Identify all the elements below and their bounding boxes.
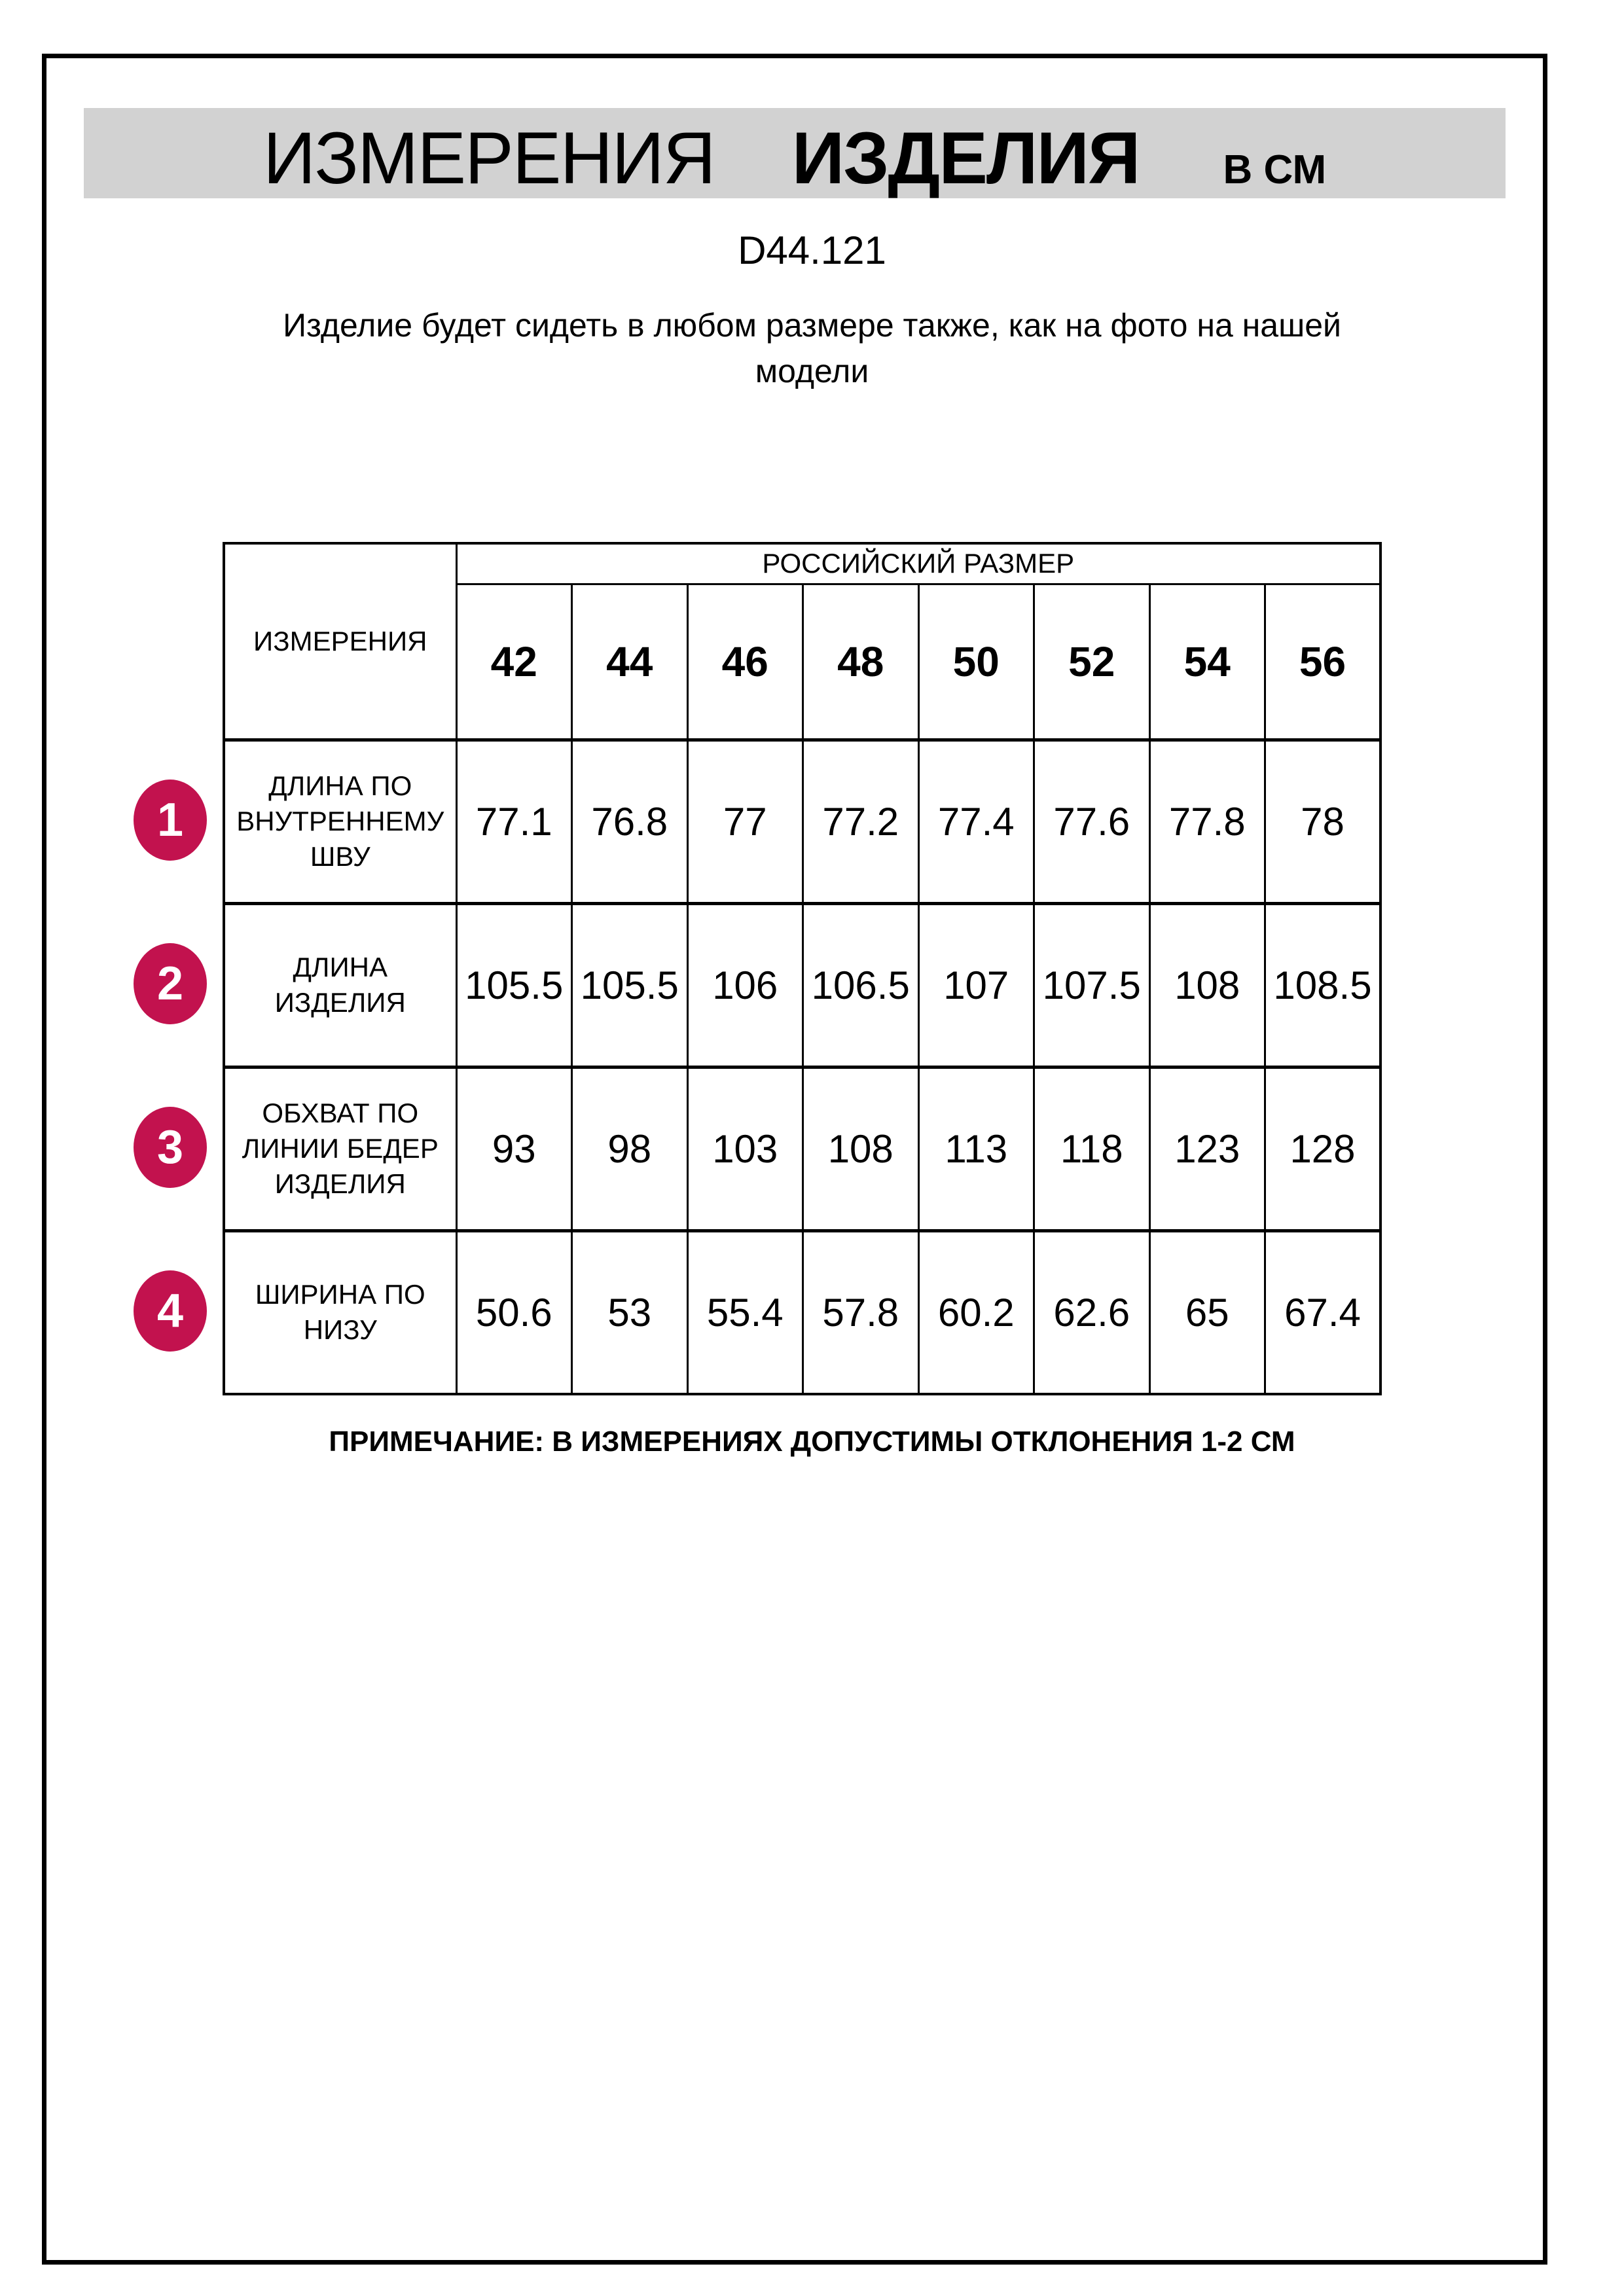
value-cell: 108 [1149,903,1265,1067]
value-cell: 106.5 [803,903,919,1067]
measurement-row-hip-girth [224,1067,1380,1230]
value-cell: 62.6 [1034,1230,1150,1394]
value-cell: 107.5 [1034,903,1150,1067]
size-column-header-54: 54 [1149,584,1265,740]
title-band [84,108,1506,198]
size-group-header: РОССИЙСКИЙ РАЗМЕР [456,543,1380,584]
value-cell: 128 [1265,1067,1381,1230]
value-cell: 78 [1265,740,1381,903]
value-cell: 105.5 [572,903,688,1067]
size-column-header-48: 48 [803,584,919,740]
title-unit-label: В СМ [1223,147,1327,192]
value-cell: 57.8 [803,1230,919,1394]
title-product-word: ИЗДЕЛИЯ [791,117,1140,199]
badge-3-number: 3 [156,1121,184,1174]
value-cell: 77.6 [1034,740,1150,903]
fit-description: Изделие будет сидеть в любом размере также, как на фото на нашей модели [283,307,1341,389]
row-number-badge-2 [134,943,207,1024]
row-number-badge-3 [134,1107,207,1188]
title-measurements-word: ИЗМЕРЕНИЯ [262,117,715,199]
measurement-row-bottom-width [224,1230,1380,1394]
value-cell: 98 [572,1067,688,1230]
value-cell: 77.4 [918,740,1034,903]
row-label-cell: ДЛИНА ПО ВНУТРЕННЕМУ ШВУ [224,740,456,903]
value-cell: 65 [1149,1230,1265,1394]
value-cell: 123 [1149,1067,1265,1230]
row-number-badge-4 [134,1270,207,1352]
measurement-row-inseam-length [224,740,1380,903]
group-header-row [224,543,1380,584]
page-title [263,108,1326,215]
value-cell: 77.8 [1149,740,1265,903]
value-cell: 118 [1034,1067,1150,1230]
value-cell: 53 [572,1230,688,1394]
value-cell: 76.8 [572,740,688,903]
row-label-cell: ОБХВАТ ПО ЛИНИИ БЕДЕР ИЗДЕЛИЯ [224,1067,456,1230]
value-cell: 105.5 [456,903,572,1067]
value-cell: 50.6 [456,1230,572,1394]
value-cell: 77.2 [803,740,919,903]
size-column-header-44: 44 [572,584,688,740]
size-table-container [156,542,1382,1395]
size-column-header-50: 50 [918,584,1034,740]
size-column-header-52: 52 [1034,584,1150,740]
size-column-header-56: 56 [1265,584,1381,740]
row-number-badge-1 [134,780,207,861]
value-cell: 60.2 [918,1230,1034,1394]
badge-2-number: 2 [156,958,184,1010]
measurement-row-garment-length [224,903,1380,1067]
row-label-cell: ДЛИНА ИЗДЕЛИЯ [224,903,456,1067]
badge-4-number: 4 [156,1285,184,1337]
value-cell: 108.5 [1265,903,1381,1067]
corner-header-cell: ИЗМЕРЕНИЯ [224,543,456,740]
tolerance-note: ПРИМЕЧАНИЕ: В ИЗМЕРЕНИЯХ ДОПУСТИМЫ ОТКЛОНЕНИЯ 1-2 СМ [329,1426,1295,1458]
value-cell: 55.4 [687,1230,803,1394]
value-cell: 103 [687,1067,803,1230]
value-cell: 113 [918,1067,1034,1230]
value-cell: 108 [803,1067,919,1230]
badge-1-number: 1 [156,794,184,846]
size-column-header-42: 42 [456,584,572,740]
value-cell: 93 [456,1067,572,1230]
size-table [223,542,1382,1395]
product-code: D44.121 [738,228,886,272]
size-column-header-46: 46 [687,584,803,740]
value-cell: 77 [687,740,803,903]
value-cell: 107 [918,903,1034,1067]
value-cell: 77.1 [456,740,572,903]
row-label-cell: ШИРИНА ПО НИЗУ [224,1230,456,1394]
value-cell: 106 [687,903,803,1067]
value-cell: 67.4 [1265,1230,1381,1394]
